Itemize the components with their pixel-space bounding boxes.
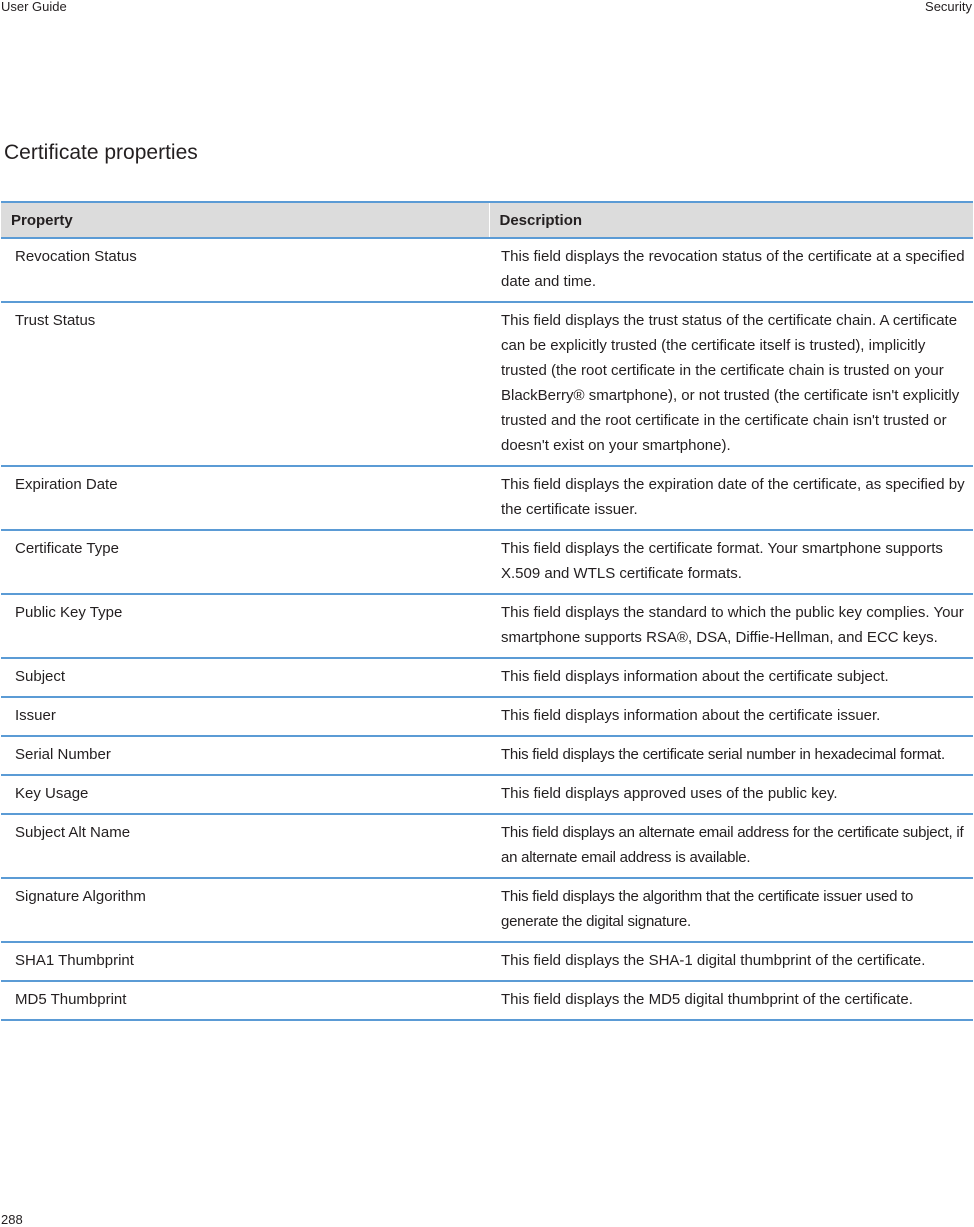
description-cell: This field displays the certificate serial number in hexadecimal format. — [489, 736, 973, 775]
description-cell: This field displays approved uses of the public key. — [489, 775, 973, 814]
table-row — [1, 814, 973, 878]
description-cell: This field displays the algorithm that the certificate issuer used to generate the digital signature. — [489, 878, 973, 942]
table-row — [1, 878, 973, 942]
table-row — [1, 466, 973, 530]
property-cell: MD5 Thumbprint — [1, 981, 489, 1020]
property-cell: SHA1 Thumbprint — [1, 942, 489, 981]
table-header-row — [1, 202, 973, 238]
property-cell: Trust Status — [1, 302, 489, 466]
description-cell: This field displays the trust status of the certificate chain. A certificate can be explicitly trusted (the certificate itself is trusted), implicitly trusted (the root certificate in the certificate chain is trusted on your BlackBerry® smartphone), or not trusted (the certificate isn't explicitly trusted and the root certificate in the certificate chain isn't trusted or doesn't exist on your smartphone). — [489, 302, 973, 466]
property-cell: Revocation Status — [1, 238, 489, 302]
description-cell: This field displays the MD5 digital thumbprint of the certificate. — [489, 981, 973, 1020]
property-cell: Subject Alt Name — [1, 814, 489, 878]
table-row — [1, 981, 973, 1020]
description-cell: This field displays information about the certificate subject. — [489, 658, 973, 697]
description-cell: This field displays information about the certificate issuer. — [489, 697, 973, 736]
certificate-properties-table — [1, 201, 973, 1021]
page-number: 288 — [1, 1212, 23, 1227]
description-cell: This field displays the revocation status of the certificate at a specified date and time. — [489, 238, 973, 302]
property-cell: Subject — [1, 658, 489, 697]
table-header — [1, 202, 973, 238]
property-cell: Public Key Type — [1, 594, 489, 658]
table-row — [1, 238, 973, 302]
description-cell: This field displays the certificate format. Your smartphone supports X.509 and WTLS certificate formats. — [489, 530, 973, 594]
description-cell: This field displays the expiration date of the certificate, as specified by the certificate issuer. — [489, 466, 973, 530]
table-row — [1, 302, 973, 466]
property-cell: Issuer — [1, 697, 489, 736]
property-cell: Key Usage — [1, 775, 489, 814]
property-cell: Signature Algorithm — [1, 878, 489, 942]
property-cell: Certificate Type — [1, 530, 489, 594]
running-header — [0, 0, 974, 16]
running-header-guide-title: User Guide — [1, 0, 67, 14]
table-row — [1, 942, 973, 981]
description-cell: This field displays an alternate email address for the certificate subject, if an alternate email address is available. — [489, 814, 973, 878]
property-cell: Expiration Date — [1, 466, 489, 530]
running-header-section: Security — [925, 0, 972, 14]
table-row — [1, 697, 973, 736]
property-cell: Serial Number — [1, 736, 489, 775]
table-row — [1, 775, 973, 814]
table-row — [1, 658, 973, 697]
column-header-property: Property — [1, 202, 489, 238]
table-row — [1, 530, 973, 594]
table-body — [1, 238, 973, 1020]
column-header-description: Description — [489, 202, 973, 238]
table-row — [1, 736, 973, 775]
table-row — [1, 594, 973, 658]
description-cell: This field displays the SHA-1 digital thumbprint of the certificate. — [489, 942, 973, 981]
description-cell: This field displays the standard to which the public key complies. Your smartphone supports RSA®, DSA, Diffie-Hellman, and ECC keys. — [489, 594, 973, 658]
section-title: Certificate properties — [4, 141, 198, 164]
